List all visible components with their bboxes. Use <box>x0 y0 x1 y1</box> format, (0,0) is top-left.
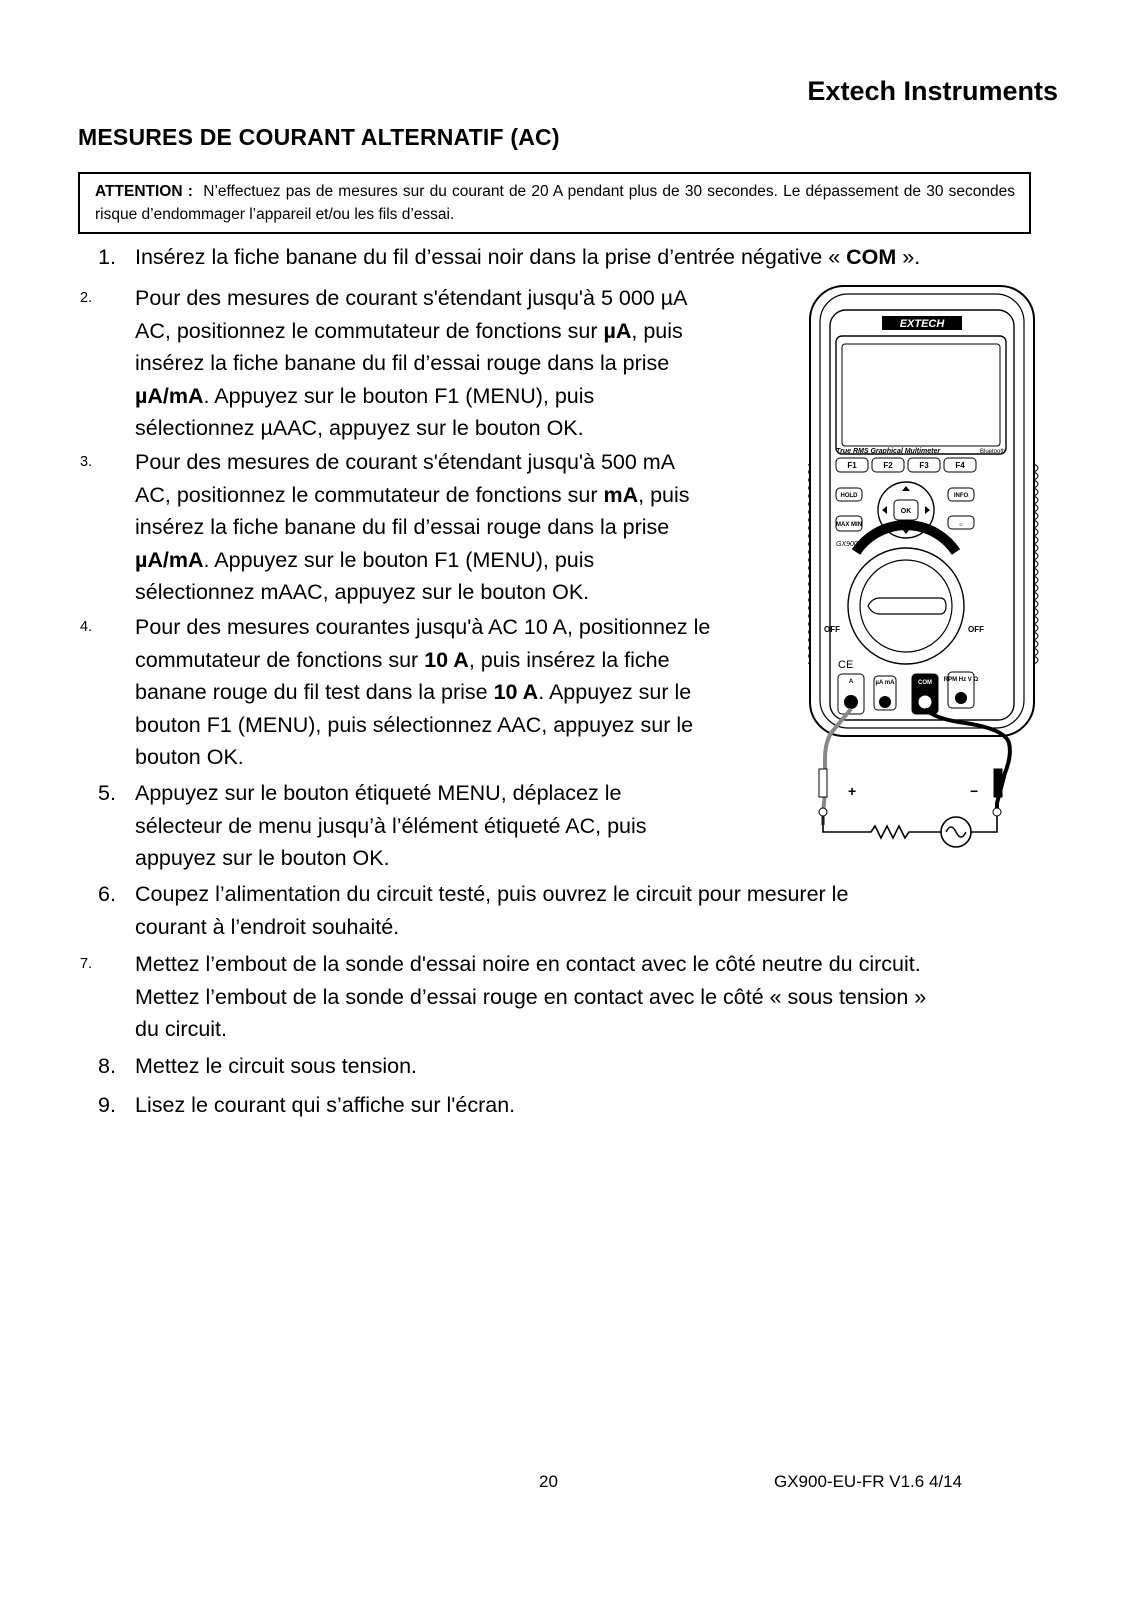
step-line: µA/mA. Appuyez sur le bouton F1 (MENU), puis <box>135 383 595 408</box>
step-line: Coupez l’alimentation du circuit testé, puis ouvrez le circuit pour mesurer le <box>135 882 849 906</box>
step-line: courant à l’endroit souhaité. <box>135 914 400 939</box>
ok-button: OK <box>900 508 912 515</box>
step-line: Lisez le courant qui s’affiche sur l'écran. <box>135 1093 516 1117</box>
warning-label: ATTENTION : <box>95 183 193 200</box>
step-3 <box>80 446 690 609</box>
step-number: 3. <box>80 454 93 470</box>
step-line: commutateur de fonctions sur 10 A, puis insérez la fiche <box>135 647 670 672</box>
step-5 <box>98 777 647 875</box>
step-4 <box>80 611 711 774</box>
warning-box <box>78 172 1031 234</box>
step-text: Insérez la fiche banane du fil d’essai noir dans la prise d’entrée négative « COM ». <box>135 245 921 269</box>
dial-off-right: OFF <box>968 625 984 634</box>
step-line: appuyez sur le bouton OK. <box>135 846 390 870</box>
svg-text:RPM Hz V Ω: RPM Hz V Ω <box>943 677 979 683</box>
step-1 <box>98 241 921 274</box>
dial-off-left: OFF <box>824 625 840 634</box>
warning-text: N’effectuez pas de mesures sur du courant de 20 A pendant plus de 30 secondes. Le dépassement de 30 secondes risque d’endommager l’appareil et/ou les fils d’essai. <box>95 183 1015 223</box>
page-number: 20 <box>539 1472 558 1491</box>
step-number: 6. <box>98 882 116 906</box>
step-line: sélecteur de menu jusqu’à l’élément étiqueté AC, puis <box>135 813 647 838</box>
brand-header: Extech Instruments <box>807 76 1058 106</box>
plus-label: + <box>848 783 857 799</box>
step-number: 1. <box>98 245 116 269</box>
step-number: 2. <box>80 290 93 306</box>
svg-text:A: A <box>848 679 854 685</box>
svg-text:F3: F3 <box>919 461 929 470</box>
step-8 <box>98 1050 418 1083</box>
step-6 <box>98 878 849 943</box>
svg-text:CE: CE <box>838 659 854 671</box>
model-label: GX900 <box>836 541 858 548</box>
step-line: insérez la fiche banane du fil d’essai rouge dans la prise <box>135 351 670 375</box>
step-line: bouton F1 (MENU), puis sélectionnez AAC, appuyez sur le <box>135 712 694 737</box>
step-line: AC, positionnez le commutateur de fonctions sur µA, puis <box>135 318 683 343</box>
step-line: Pour des mesures de courant s'étendant jusqu'à 5 000 µA <box>135 286 688 310</box>
svg-text:☼: ☼ <box>958 522 964 528</box>
meter-subtitle: True RMS Graphical Multimeter <box>836 448 941 455</box>
step-line: du circuit. <box>135 1017 228 1041</box>
step-number: 8. <box>98 1054 116 1078</box>
step-7 <box>80 948 927 1046</box>
step-line: Mettez le circuit sous tension. <box>135 1054 418 1078</box>
svg-text:F1: F1 <box>847 461 857 470</box>
svg-text:MAX MIN: MAX MIN <box>836 522 862 528</box>
step-line: µA/mA. Appuyez sur le bouton F1 (MENU), puis <box>135 547 595 572</box>
svg-text:COM: COM <box>918 680 932 686</box>
step-line: sélectionnez µAAC, appuyez sur le bouton OK. <box>135 416 584 440</box>
step-line: banane rouge du fil test dans la prise 10 A. Appuyez sur le <box>135 680 692 704</box>
step-number: 7. <box>80 956 93 972</box>
step-line: Pour des mesures courantes jusqu'à AC 10 A, positionnez le <box>135 615 711 639</box>
step-9 <box>98 1089 516 1122</box>
section-title: MESURES DE COURANT ALTERNATIF (AC) <box>78 124 560 150</box>
meter-brand: EXTECH <box>899 318 945 330</box>
step-number: 4. <box>80 619 93 635</box>
svg-text:F2: F2 <box>883 461 893 470</box>
step-line: Mettez l’embout de la sonde d’essai rouge en contact avec le côté « sous tension » <box>135 984 927 1009</box>
step-line: insérez la fiche banane du fil d’essai rouge dans la prise <box>135 515 670 539</box>
step-number: 5. <box>98 781 116 805</box>
step-line: Appuyez sur le bouton étiqueté MENU, déplacez le <box>135 781 622 805</box>
step-line: Mettez l’embout de la sonde d'essai noire en contact avec le côté neutre du circuit. <box>135 952 921 976</box>
step-line: AC, positionnez le commutateur de fonctions sur mA, puis <box>135 482 690 507</box>
resistor-symbol <box>823 816 941 838</box>
svg-text:HOLD: HOLD <box>840 493 858 499</box>
doc-id: GX900-EU-FR V1.6 4/14 <box>774 1472 963 1491</box>
svg-text:INFO: INFO <box>953 493 969 499</box>
minus-label: − <box>970 783 979 799</box>
multimeter-diagram <box>808 284 1040 884</box>
step-2 <box>80 282 688 445</box>
svg-text:µA mA: µA mA <box>875 680 895 686</box>
step-line: sélectionnez mAAC, appuyez sur le bouton OK. <box>135 580 590 604</box>
svg-text:F4: F4 <box>955 461 965 470</box>
step-number: 9. <box>98 1093 116 1117</box>
bluetooth-label: Bluetooth <box>980 449 1006 455</box>
step-line: bouton OK. <box>135 745 244 769</box>
step-line: Pour des mesures de courant s'étendant jusqu'à 500 mA <box>135 450 676 474</box>
